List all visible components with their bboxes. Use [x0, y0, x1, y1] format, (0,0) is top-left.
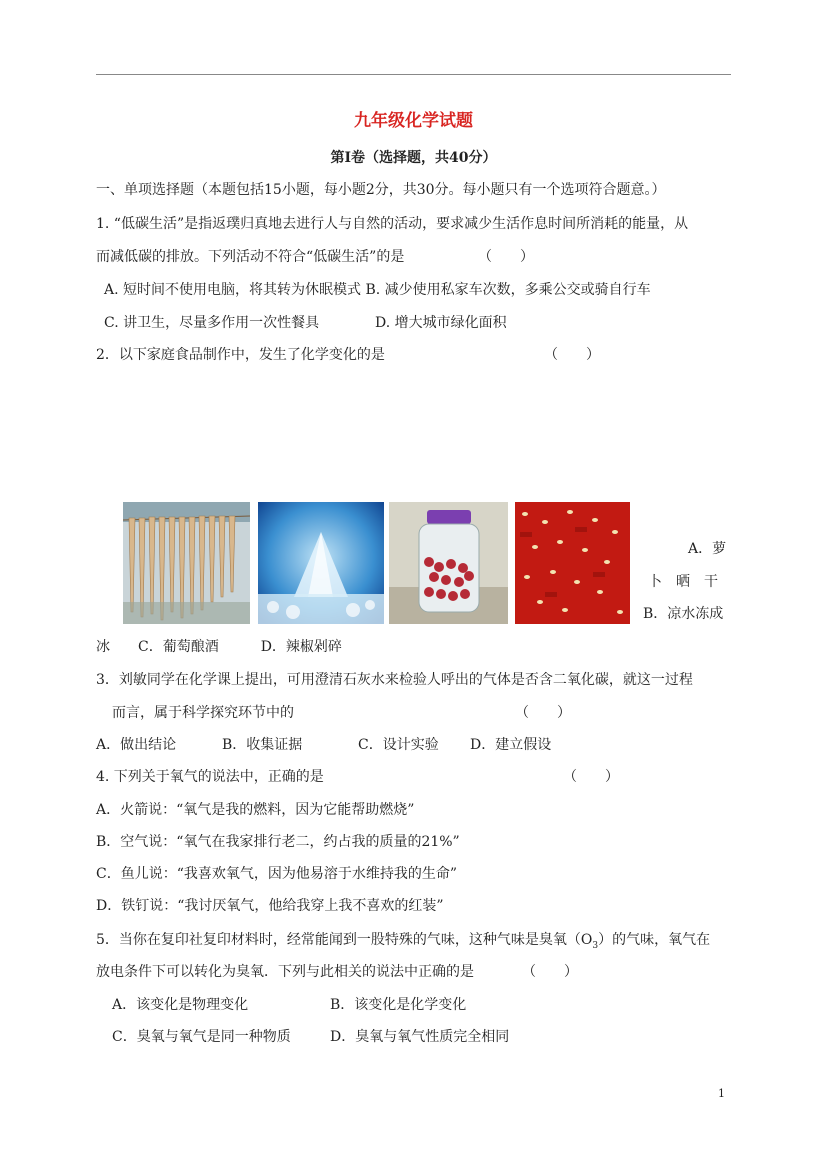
q2-option-b: B．凉水冻成 — [643, 606, 724, 622]
ice-photo — [258, 502, 384, 624]
q5-option-c: C．臭氧与氧气是同一种物质 — [112, 1029, 291, 1045]
q2-stem: 2．以下家庭食品制作中，发生了化学变化的是 — [96, 347, 385, 363]
q5-line1: 5．当你在复印社复印材料时，经常能闻到一股特殊的气味，这种气味是臭氧$(O_3)$的气味，氧气在 — [96, 932, 711, 951]
q5-answer-paren: （ ） — [522, 964, 578, 980]
q4-answer-paren: （ ） — [563, 769, 619, 785]
q1-options-ab: A. 短时间不使用电脑，将其转为休眠模式 B. 减少使用私家车次数，多乘公交或骑自行车 — [104, 282, 651, 298]
q1-line2: 而减低碳的排放。下列活动不符合“低碳生活”的是 — [96, 249, 405, 265]
q2-option-a-part1: A．萝 — [688, 541, 727, 557]
q4-option-d: D．铁钉说：“我讨厌氧气，他给我穿上我不喜欢的红装” — [96, 898, 444, 914]
section-heading: 第Ⅰ卷（选择题，共40分） — [330, 150, 497, 166]
q3-option-c: C．设计实验 — [358, 737, 439, 753]
q1-option-d: D. 增大城市绿化面积 — [375, 315, 507, 331]
q5-option-d: D．臭氧与氧气性质完全相同 — [330, 1029, 510, 1045]
q3-line2: 而言，属于科学探究环节中的 — [112, 705, 294, 721]
q5-option-b: B．该变化是化学变化 — [330, 997, 467, 1013]
q4-option-b: B．空气说：“氧气在我家排行老二，约占我的质量的21%” — [96, 834, 460, 850]
q4-option-a: A．火箭说：“氧气是我的燃料，因为它能帮助燃烧” — [96, 802, 415, 818]
q4-stem: 4. 下列关于氧气的说法中，正确的是 — [96, 769, 324, 785]
q3-option-d: D．建立假设 — [470, 737, 552, 753]
grape-wine-jar-photo — [389, 502, 508, 624]
q5-option-a: A．该变化是物理变化 — [112, 997, 249, 1013]
q2-options-last-line: 冰 C．葡萄酿酒 D．辣椒剁碎 — [96, 639, 342, 655]
q1-line1: 1. “低碳生活”是指返璞归真地去进行人与自然的活动，要求减少生活作息时间所消耗的能量，从 — [96, 216, 689, 232]
header-rule — [96, 74, 731, 75]
q1-answer-paren: （ ） — [478, 249, 534, 265]
q2-option-a-part2: 卜 晒 干 — [648, 574, 718, 590]
q5-line2: 放电条件下可以转化为臭氧．下列与此相关的说法中正确的是 — [96, 964, 474, 980]
q1-option-c: C. 讲卫生，尽量多作用一次性餐具 — [104, 315, 320, 331]
q3-line1: 3．刘敏同学在化学课上提出，可用澄清石灰水来检验人呼出的气体是否含二氧化碳，就这一过程 — [96, 672, 693, 688]
q4-option-c: C．鱼儿说：“我喜欢氧气，因为他易溶于水维持我的生命” — [96, 866, 458, 882]
q3-option-a: A．做出结论 — [96, 737, 177, 753]
q3-answer-paren: （ ） — [515, 705, 571, 721]
instruction: 一、单项选择题（本题包括15小题，每小题2分，共30分。每小题只有一个选项符合题意。） — [96, 182, 666, 198]
q3-option-b: B．收集证据 — [222, 737, 303, 753]
radish-drying-photo — [123, 502, 250, 624]
chopped-chili-photo — [515, 502, 630, 624]
page-number: 1 — [718, 1087, 725, 1100]
q2-answer-paren: （ ） — [544, 347, 600, 363]
page-title: 九年级化学试题 — [354, 111, 473, 131]
